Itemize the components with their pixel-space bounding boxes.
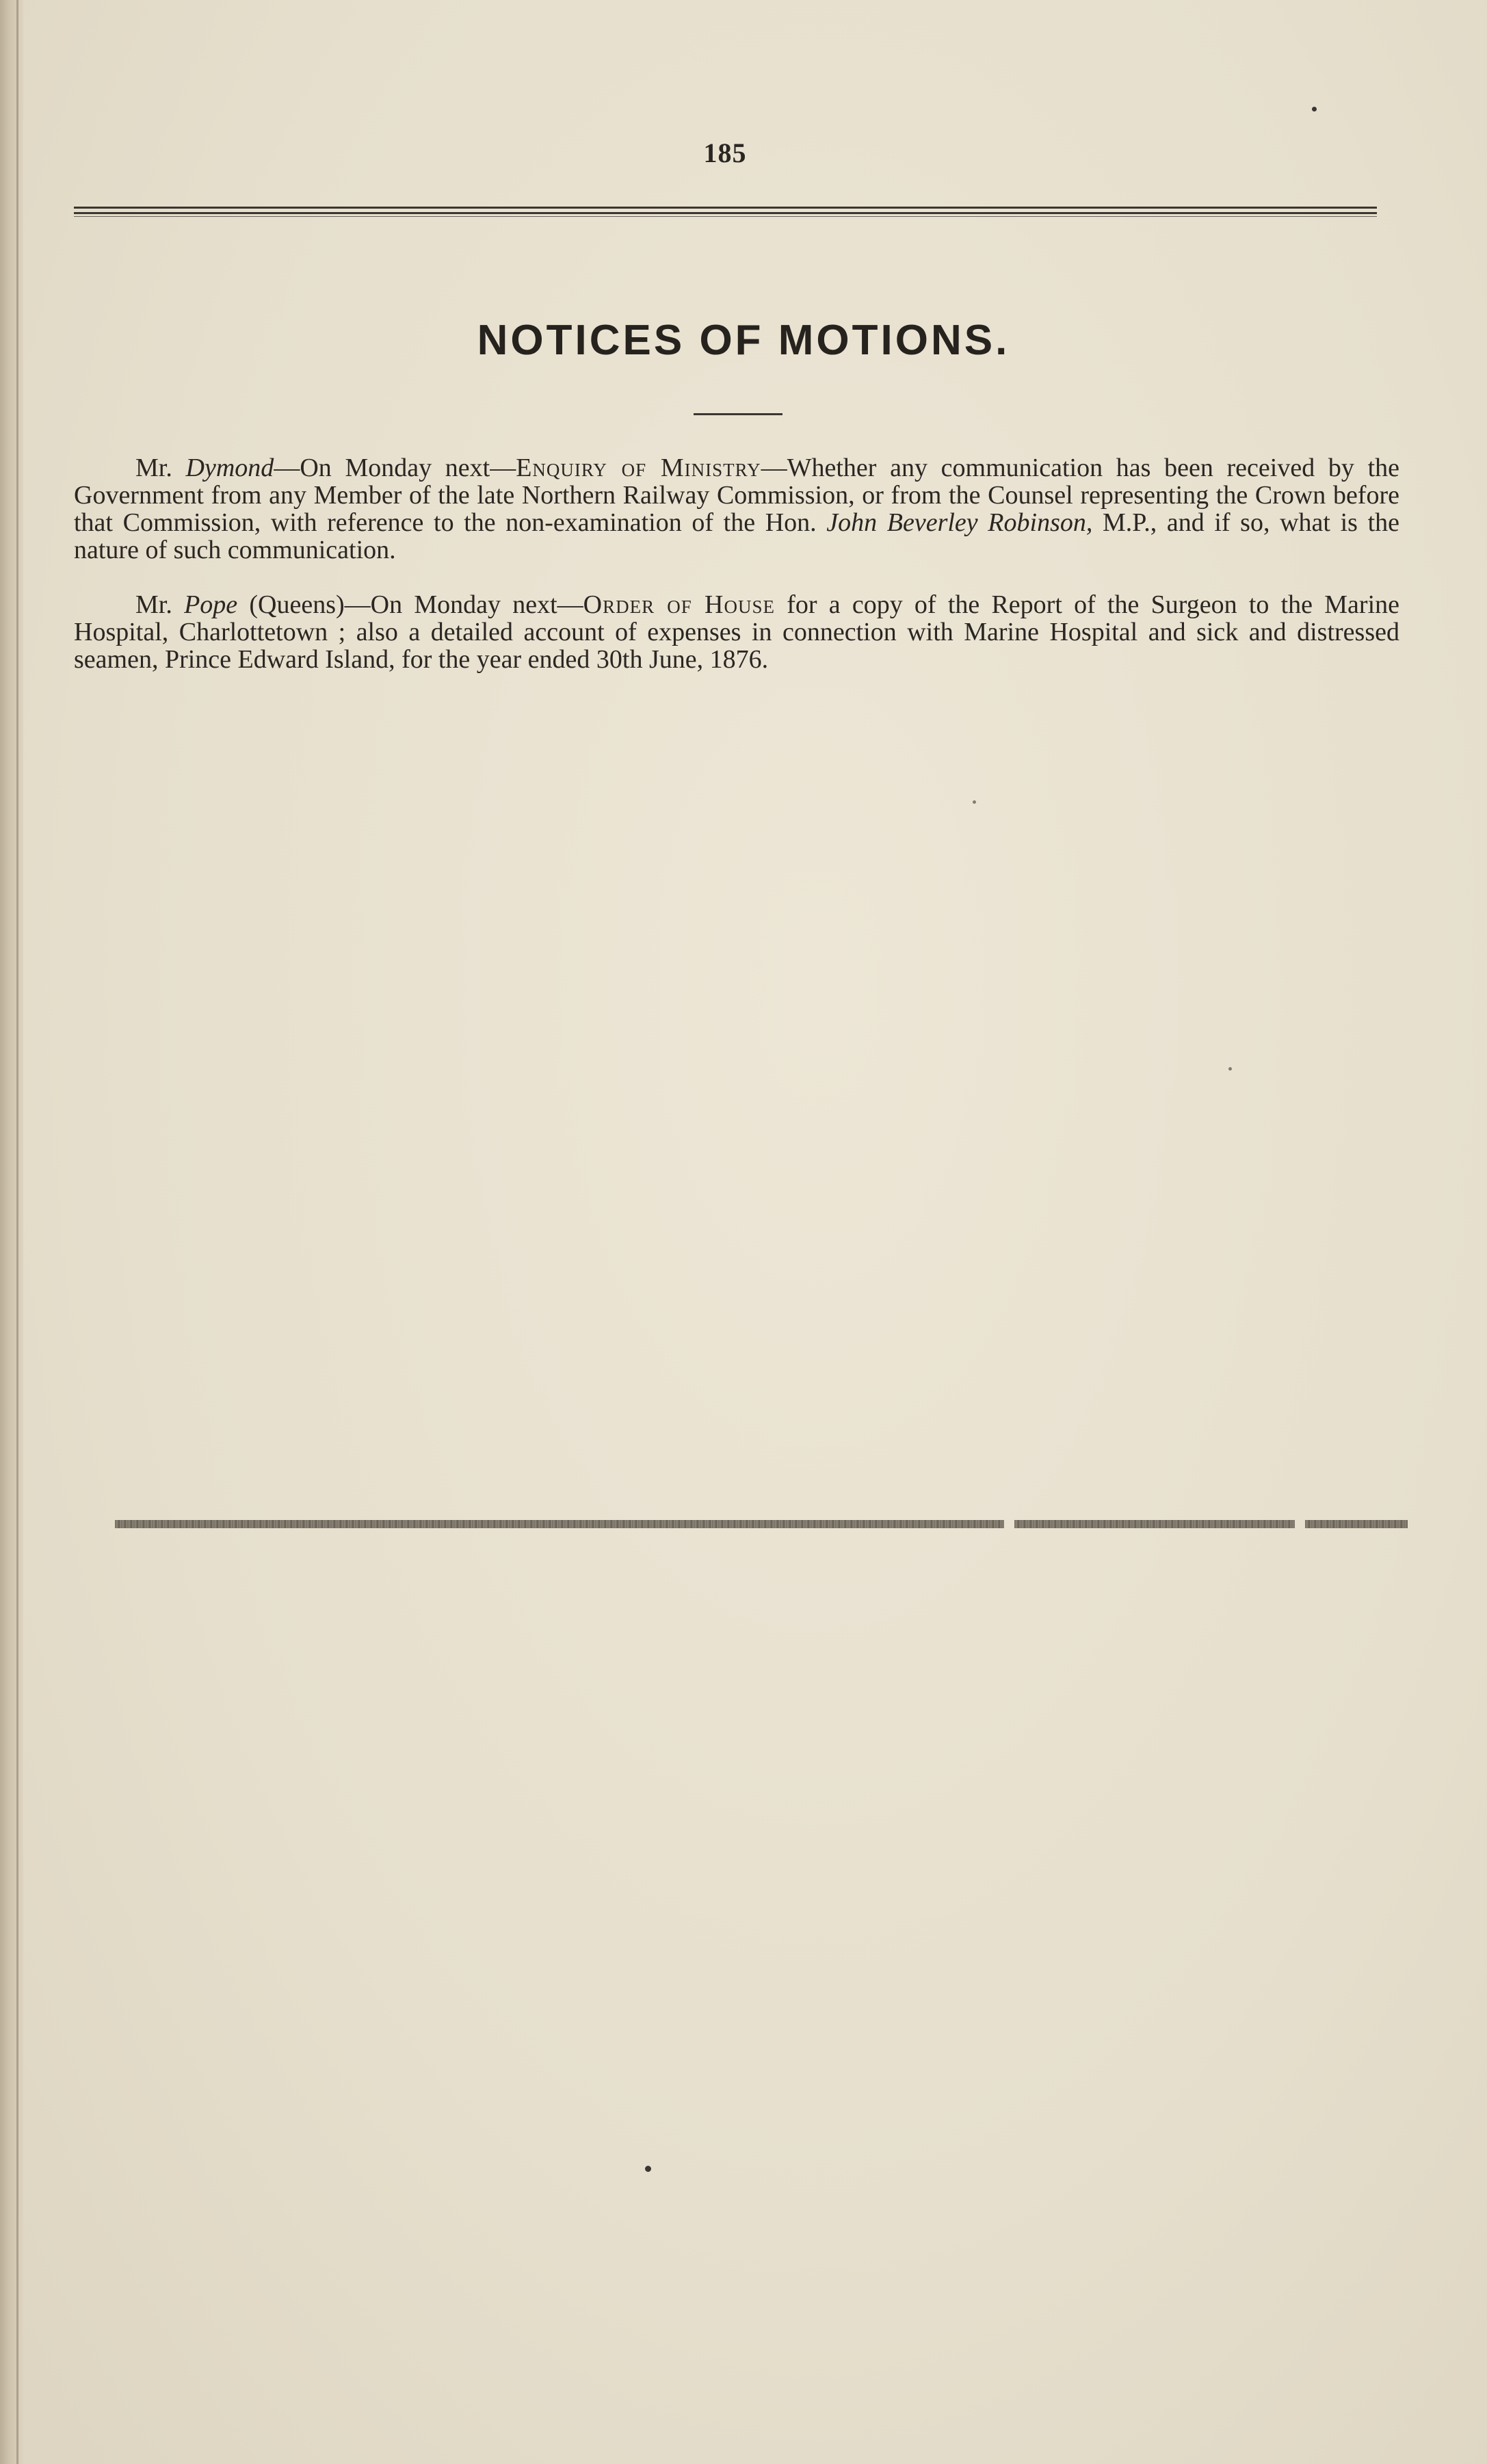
ink-speck — [1228, 1067, 1232, 1071]
motion-text: —Whether any communication has been received by the Government from any Member of the late Northern Railway Commission, or from the Counsel representing the Crown before that Commission, with reference to the non-examination of the Hon. — [74, 454, 1399, 537]
member-name: Pope — [184, 590, 238, 619]
motion-text: for a copy of the Report of the Surgeon to the Marine Hospital, Charlottetown ; also a detailed account of expenses in connection with Marine Hospital and sick and distressed seamen, Prince Edward Island, for the year ended 30th June, 1876. — [74, 590, 1399, 674]
motion-paragraph — [74, 454, 1399, 564]
ink-speck — [1312, 107, 1317, 112]
binding-line — [16, 0, 18, 2464]
motion-prefix: Mr. — [135, 454, 186, 482]
motion-timing: —On Monday next— — [274, 454, 516, 482]
member-name: Dymond — [185, 454, 274, 482]
motion-prefix: Mr. — [135, 590, 185, 619]
page-title: NOTICES OF MOTIONS. — [477, 317, 1010, 364]
footer-rule — [115, 1520, 1408, 1530]
page-number: 185 — [703, 137, 747, 168]
person-name: John Beverley Robinson, — [826, 508, 1093, 537]
title-divider — [694, 413, 782, 415]
motion-timing: (Queens)—On Monday next— — [237, 590, 583, 619]
motion-paragraph — [74, 591, 1399, 673]
ink-speck — [645, 2166, 651, 2172]
header-rule — [74, 207, 1377, 218]
ink-speck — [973, 800, 976, 804]
motion-kind: Enquiry of Ministry — [516, 454, 761, 482]
motion-kind: Order of House — [583, 590, 775, 619]
motion-text-end: M.P., and if so, what is the nature of such communication. — [74, 508, 1399, 564]
binding-edge — [0, 0, 23, 2464]
